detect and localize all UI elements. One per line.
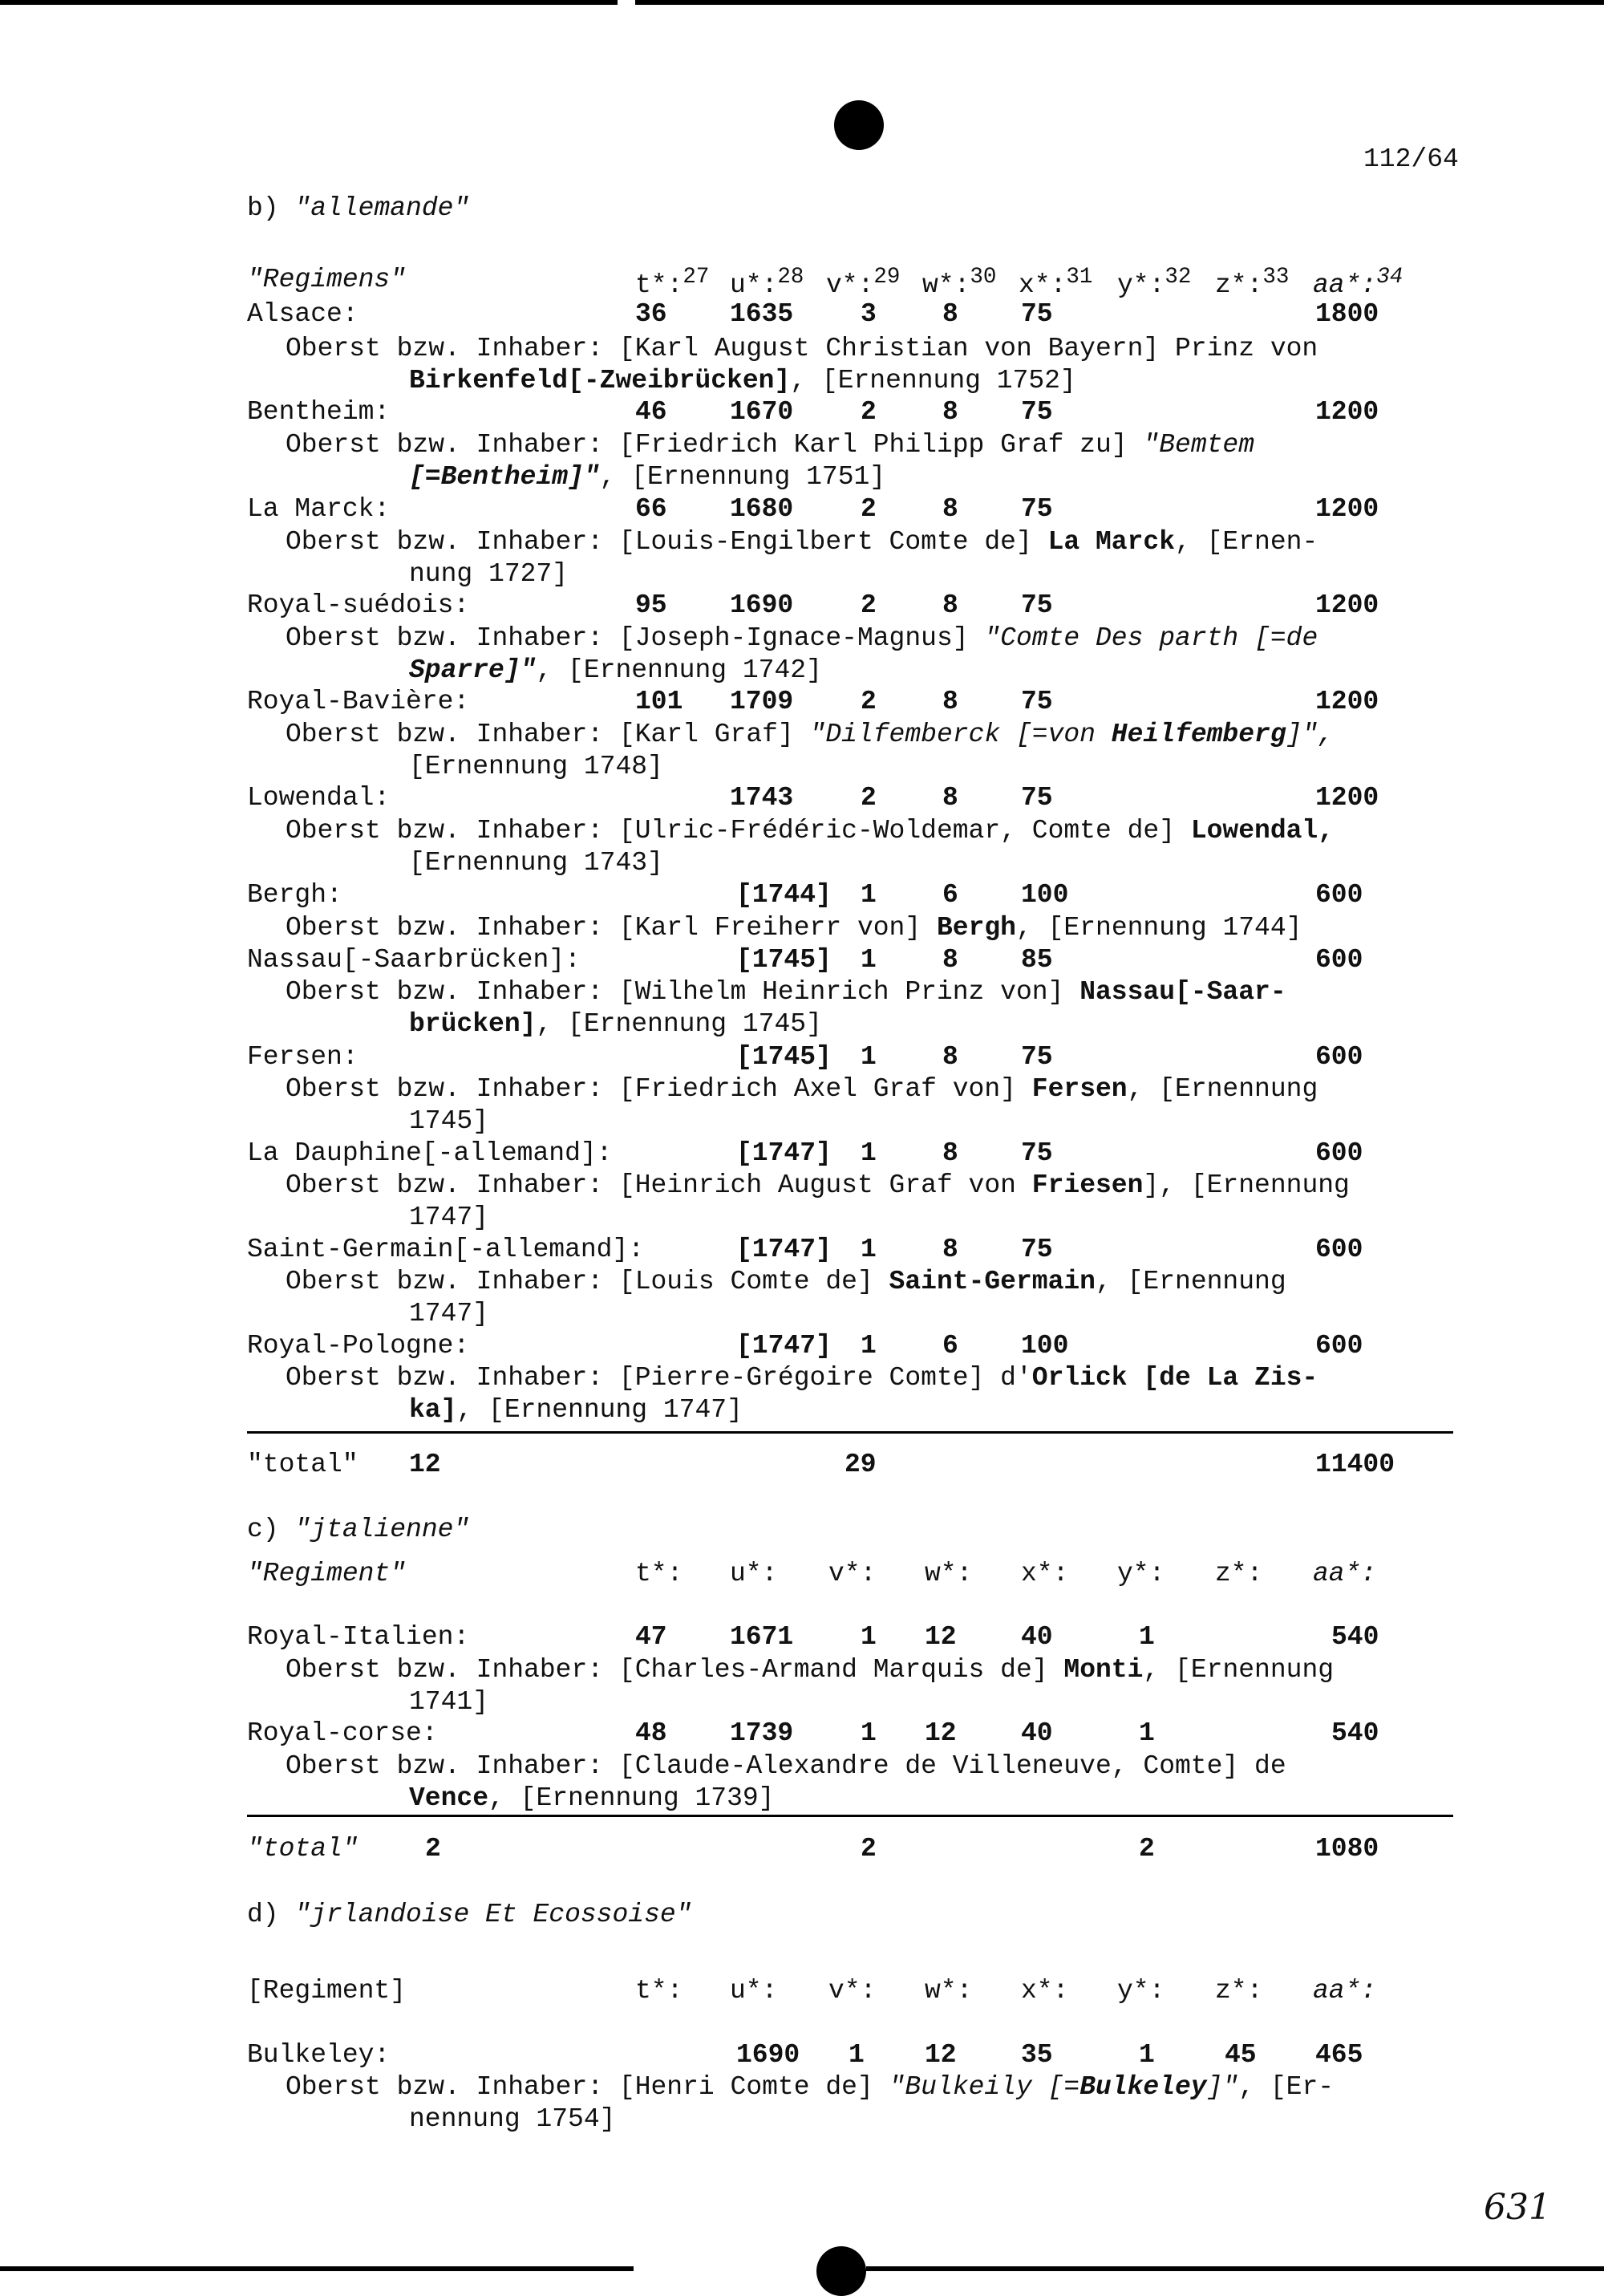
value-w: 8 <box>942 1042 958 1072</box>
colonel-line: Oberst bzw. Inhaber: [Louis-Engilbert Comte de] La Marck, [Ernen- <box>286 527 1318 557</box>
value-aa: 540 <box>1331 1622 1379 1652</box>
footnote-ref: 32 <box>1165 265 1192 290</box>
value-u: 1743 <box>730 783 794 813</box>
value-u: 1739 <box>730 1718 794 1748</box>
footnote-ref: 31 <box>1066 265 1093 290</box>
section-prefix: d) <box>247 1900 279 1929</box>
value-u: [1745] <box>736 945 832 975</box>
footnote-ref: 27 <box>683 265 710 290</box>
colonel-line: brücken], [Ernennung 1745] <box>409 1009 822 1039</box>
regiment-name: Lowendal: <box>247 783 391 813</box>
value-v: 1 <box>861 1138 877 1168</box>
colonel-line: Oberst bzw. Inhaber: [Wilhelm Heinrich Prinz von] Nassau[-Saar- <box>286 977 1286 1007</box>
value-y: 1 <box>1139 1718 1155 1748</box>
footnote-ref: 30 <box>970 265 997 290</box>
regiment-name: Royal-Bavière: <box>247 687 470 716</box>
value-aa: 600 <box>1315 1235 1363 1264</box>
colonel-line: Oberst bzw. Inhaber: [Karl Freiherr von] Bergh, [Ernennung 1744] <box>286 913 1302 943</box>
top-edge-bar <box>0 0 618 5</box>
colonel-line: Vence, [Ernennung 1739] <box>409 1783 775 1813</box>
punch-hole <box>816 2246 866 2296</box>
value-w: 8 <box>942 397 958 427</box>
total-w: 29 <box>845 1450 877 1479</box>
footnote-ref: 33 <box>1262 265 1290 290</box>
value-aa: 1200 <box>1315 783 1379 813</box>
value-w: 8 <box>942 299 958 329</box>
value-u: 1671 <box>730 1622 794 1652</box>
colonel-line: Birkenfeld[-Zweibrücken], [Ernennung 1752] <box>409 366 1076 396</box>
value-aa: 1200 <box>1315 397 1379 427</box>
regiment-name: Saint-Germain[-allemand]: <box>247 1235 645 1264</box>
col-header: t*: <box>635 1559 683 1588</box>
column-label: "Regimens" <box>247 265 407 294</box>
colonel-line: nung 1727] <box>409 559 569 589</box>
value-w: 12 <box>925 1718 957 1748</box>
value-w: 6 <box>942 1331 958 1361</box>
total-w: 2 <box>861 1834 877 1864</box>
column-label: "Regiment" <box>247 1559 407 1588</box>
colonel-line: Oberst bzw. Inhaber: [Heinrich August Graf von Friesen], [Ernennung <box>286 1170 1350 1200</box>
regiment-name: Bulkeley: <box>247 2040 391 2070</box>
value-x: 100 <box>1021 1331 1069 1361</box>
colonel-line: 1745] <box>409 1106 489 1136</box>
value-v: 1 <box>861 1331 877 1361</box>
value-w: 12 <box>925 2040 957 2070</box>
value-aa: 600 <box>1315 1042 1363 1072</box>
section-heading <box>247 195 469 221</box>
value-x: 40 <box>1021 1718 1053 1748</box>
value-x: 85 <box>1021 945 1053 975</box>
value-t: 95 <box>635 590 667 620</box>
col-header: aa*: <box>1313 1559 1377 1588</box>
value-t: 48 <box>635 1718 667 1748</box>
colonel-line: Oberst bzw. Inhaber: [Karl August Christian von Bayern] Prinz von <box>286 334 1318 363</box>
value-x: 75 <box>1021 494 1053 524</box>
regiment-name: Royal-Pologne: <box>247 1331 470 1361</box>
value-w: 8 <box>942 1235 958 1264</box>
col-header: z*: <box>1215 1559 1263 1588</box>
value-w: 8 <box>942 494 958 524</box>
value-y: 1 <box>1139 1622 1155 1652</box>
colonel-line: Oberst bzw. Inhaber: [Henri Comte de] "Bulkeily [=Bulkeley]", [Er- <box>286 2072 1335 2102</box>
value-v: 1 <box>861 1235 877 1264</box>
colonel-line: [Ernennung 1748] <box>409 752 663 781</box>
value-aa: 465 <box>1315 2040 1363 2070</box>
regiment-name: Bentheim: <box>247 397 391 427</box>
value-u: [1747] <box>736 1235 832 1264</box>
regiment-name: Royal-corse: <box>247 1718 438 1748</box>
handwritten-folio-number: 631 <box>1484 2187 1551 2228</box>
colonel-line: [Ernennung 1743] <box>409 848 663 878</box>
bottom-edge-bar <box>0 2266 634 2271</box>
total-t: 12 <box>409 1450 441 1479</box>
total-label: "total" <box>247 1450 358 1479</box>
regiment-name: La Dauphine[-allemand]: <box>247 1138 613 1168</box>
colonel-line: Oberst bzw. Inhaber: [Charles-Armand Marquis de] Monti, [Ernennung <box>286 1655 1335 1685</box>
value-v: 2 <box>861 590 877 620</box>
value-u: 1670 <box>730 397 794 427</box>
value-u: [1747] <box>736 1331 832 1361</box>
regiment-name: Nassau[-Saarbrücken]: <box>247 945 581 975</box>
value-z: 45 <box>1225 2040 1257 2070</box>
value-x: 75 <box>1021 1138 1053 1168</box>
value-t: 66 <box>635 494 667 524</box>
value-aa: 540 <box>1331 1718 1379 1748</box>
value-u: 1690 <box>730 590 794 620</box>
value-w: 8 <box>942 590 958 620</box>
colonel-line: Oberst bzw. Inhaber: [Pierre-Grégoire Comte] d'Orlick [de La Zis- <box>286 1363 1318 1393</box>
colonel-line: Oberst bzw. Inhaber: [Louis Comte de] Saint-Germain, [Ernennung <box>286 1267 1286 1296</box>
col-header: x*:$^{31}$ <box>1019 265 1093 300</box>
value-w: 8 <box>942 945 958 975</box>
colonel-line: 1747] <box>409 1203 489 1232</box>
col-header: x*: <box>1021 1559 1069 1588</box>
section-prefix: b) <box>247 193 279 223</box>
section-title: "allemande" <box>294 193 470 223</box>
regiment-name: Alsace: <box>247 299 358 329</box>
col-header: v*: <box>828 1976 877 2006</box>
colonel-line: [=Bentheim]", [Ernennung 1751] <box>409 462 886 492</box>
value-t: 36 <box>635 299 667 329</box>
value-w: 8 <box>942 783 958 813</box>
section-title: "jrlandoise Et Ecossoise" <box>294 1900 692 1929</box>
value-t: 101 <box>635 687 683 716</box>
value-u: [1745] <box>736 1042 832 1072</box>
value-x: 35 <box>1021 2040 1053 2070</box>
top-edge-bar <box>635 0 1604 5</box>
col-header: aa*:$^{34}$ <box>1313 265 1404 300</box>
value-u: [1747] <box>736 1138 832 1168</box>
col-header: t*: <box>635 1976 683 2006</box>
value-aa: 600 <box>1315 945 1363 975</box>
value-v: 1 <box>861 1718 877 1748</box>
value-u: 1709 <box>730 687 794 716</box>
value-x: 75 <box>1021 783 1053 813</box>
colonel-line: ka], [Ernennung 1747] <box>409 1395 743 1425</box>
col-header: t*:$^{27}$ <box>635 265 710 300</box>
value-v: 1 <box>861 1622 877 1652</box>
col-header: w*:$^{30}$ <box>922 265 997 300</box>
value-aa: 1200 <box>1315 590 1379 620</box>
colonel-line: Oberst bzw. Inhaber: [Friedrich Karl Philipp Graf zu] "Bemtem <box>286 430 1255 460</box>
col-header: w*: <box>925 1976 973 2006</box>
value-w: 8 <box>942 687 958 716</box>
value-v: 1 <box>861 880 877 910</box>
regiment-name: Royal-suédois: <box>247 590 470 620</box>
value-v: 2 <box>861 687 877 716</box>
value-x: 75 <box>1021 1235 1053 1264</box>
regiment-name: La Marck: <box>247 494 391 524</box>
col-header: z*: <box>1215 1976 1263 2006</box>
total-label: "total" <box>247 1834 358 1864</box>
value-x: 100 <box>1021 880 1069 910</box>
total-rule <box>247 1815 1453 1817</box>
value-t: 46 <box>635 397 667 427</box>
col-header: y*: <box>1117 1559 1165 1588</box>
value-u: 1635 <box>730 299 794 329</box>
col-header: u*: <box>730 1976 778 2006</box>
colonel-line: 1747] <box>409 1299 489 1329</box>
colonel-line: Oberst bzw. Inhaber: [Joseph-Ignace-Magnus] "Comte Des parth [=de <box>286 623 1318 653</box>
footnote-ref: 29 <box>873 265 901 290</box>
colonel-line: Oberst bzw. Inhaber: [Ulric-Frédéric-Woldemar, Comte de] Lowendal, <box>286 816 1335 846</box>
col-header: y*:$^{32}$ <box>1117 265 1192 300</box>
value-t: 47 <box>635 1622 667 1652</box>
value-aa: 600 <box>1315 1331 1363 1361</box>
col-header: w*: <box>925 1559 973 1588</box>
page-number: 112/64 <box>1363 144 1459 174</box>
col-header: aa*: <box>1313 1976 1377 2006</box>
value-v: 2 <box>861 397 877 427</box>
column-label: [Regiment] <box>247 1976 407 2006</box>
regiment-name: Bergh: <box>247 880 342 910</box>
col-header: u*: <box>730 1559 778 1588</box>
value-v: 2 <box>861 494 877 524</box>
value-aa: 600 <box>1315 880 1363 910</box>
value-aa: 1800 <box>1315 299 1379 329</box>
value-u: 1680 <box>730 494 794 524</box>
footnote-ref: 34 <box>1376 265 1404 290</box>
colonel-line: Oberst bzw. Inhaber: [Karl Graf] "Dilfemberck [=von Heilfemberg]", <box>286 720 1335 749</box>
section-heading <box>247 1901 692 1928</box>
value-aa: 1200 <box>1315 494 1379 524</box>
col-header: u*:$^{28}$ <box>730 265 804 300</box>
colonel-line: Sparre]", [Ernennung 1742] <box>409 655 822 685</box>
col-header: v*:$^{29}$ <box>826 265 901 300</box>
regiment-name: Fersen: <box>247 1042 358 1072</box>
col-header: z*:$^{33}$ <box>1215 265 1290 300</box>
total-aa: 1080 <box>1315 1834 1379 1864</box>
bottom-edge-bar <box>866 2266 1604 2271</box>
value-y: 1 <box>1139 2040 1155 2070</box>
value-x: 75 <box>1021 1042 1053 1072</box>
col-header: y*: <box>1117 1976 1165 2006</box>
value-v: 2 <box>861 783 877 813</box>
colonel-line: nennung 1754] <box>409 2104 616 2134</box>
total-t: 2 <box>425 1834 441 1864</box>
regiment-name: Royal-Italien: <box>247 1622 470 1652</box>
value-v: 1 <box>861 1042 877 1072</box>
value-w: 8 <box>942 1138 958 1168</box>
colonel-line: Oberst bzw. Inhaber: [Friedrich Axel Graf von] Fersen, [Ernennung <box>286 1074 1318 1104</box>
col-header: v*: <box>828 1559 877 1588</box>
value-aa: 1200 <box>1315 687 1379 716</box>
value-u: 1690 <box>736 2040 800 2070</box>
total-aa: 11400 <box>1315 1450 1395 1479</box>
value-v: 1 <box>861 945 877 975</box>
value-x: 75 <box>1021 397 1053 427</box>
colonel-line: Oberst bzw. Inhaber: [Claude-Alexandre de Villeneuve, Comte] de <box>286 1751 1286 1781</box>
value-v: 3 <box>861 299 877 329</box>
total-y: 2 <box>1139 1834 1155 1864</box>
colonel-line: 1741] <box>409 1687 489 1717</box>
section-prefix: c) <box>247 1515 279 1544</box>
value-w: 6 <box>942 880 958 910</box>
value-x: 75 <box>1021 590 1053 620</box>
section-title: "jtalienne" <box>294 1515 470 1544</box>
col-header: x*: <box>1021 1976 1069 2006</box>
value-aa: 600 <box>1315 1138 1363 1168</box>
value-w: 12 <box>925 1622 957 1652</box>
value-x: 75 <box>1021 299 1053 329</box>
total-rule <box>247 1431 1453 1434</box>
section-heading <box>247 1516 469 1543</box>
punch-hole <box>834 100 884 150</box>
value-x: 75 <box>1021 687 1053 716</box>
footnote-ref: 28 <box>777 265 804 290</box>
value-u: [1744] <box>736 880 832 910</box>
value-x: 40 <box>1021 1622 1053 1652</box>
value-v: 1 <box>849 2040 865 2070</box>
